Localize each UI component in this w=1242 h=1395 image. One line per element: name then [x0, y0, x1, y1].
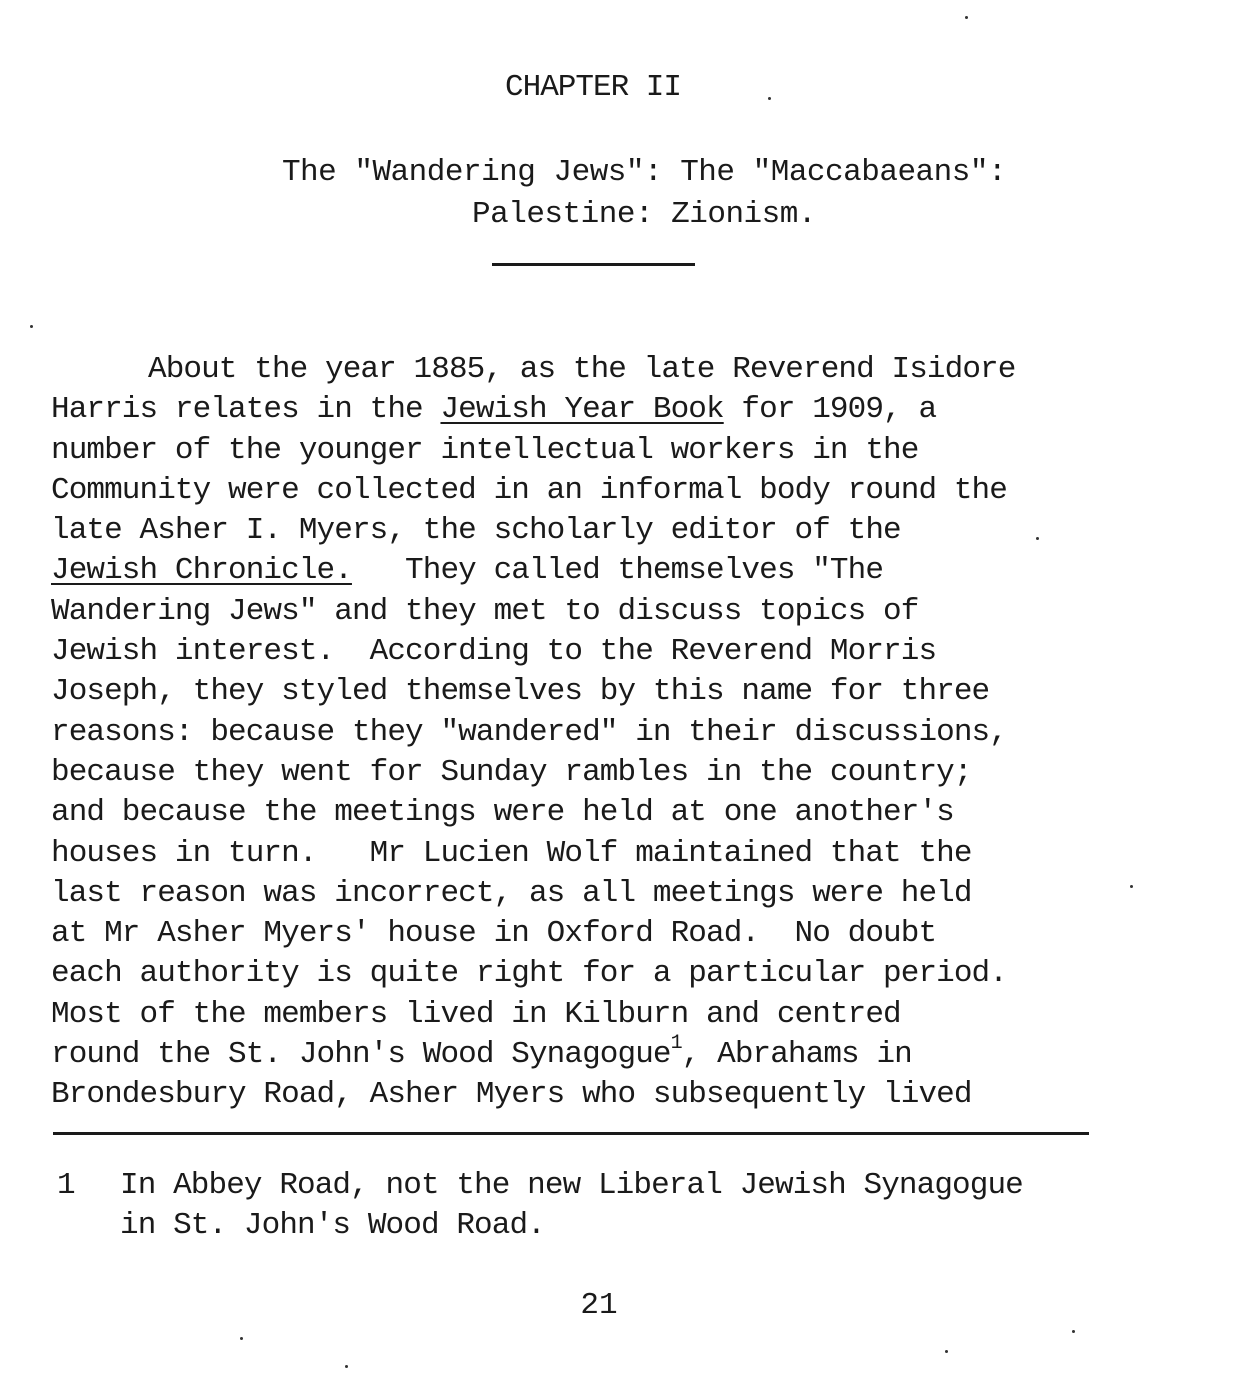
- chapter-heading: CHAPTER II: [504, 70, 682, 105]
- body-text-span: Wandering Jews" and they met to discuss topics of: [51, 593, 919, 629]
- scan-speck: [945, 1350, 948, 1353]
- body-line: [51, 753, 1171, 793]
- body-text-span: number of the younger intellectual workers in the: [51, 432, 919, 468]
- scan-speck: [30, 325, 33, 328]
- body-text-span: , Abrahams in: [681, 1037, 912, 1073]
- body-text-span: Harris relates in the: [51, 392, 441, 428]
- body-line: [51, 874, 1171, 914]
- scan-speck: [965, 16, 968, 19]
- body-text-span: at Mr Asher Myers' house in Oxford Road. No doubt: [51, 916, 937, 952]
- body-text-span: About the year 1885, as the late Reverend Isidore: [148, 352, 1016, 387]
- scan-speck: [1036, 537, 1039, 540]
- body-line: [51, 1075, 1171, 1115]
- scan-speck: [1072, 1330, 1075, 1333]
- body-text-span: last reason was incorrect, as all meetings were held: [51, 875, 972, 911]
- heading-divider: [492, 263, 695, 266]
- body-text-span: each authority is quite right for a particular period.: [51, 956, 1007, 992]
- body-line: [51, 632, 1171, 672]
- chapter-subtitle-line: The "Wandering Jews": The "Maccabaeans":: [281, 155, 1007, 190]
- body-text-span: because they went for Sunday rambles in the country;: [51, 754, 972, 790]
- body-text-span: for 1909, a: [723, 392, 937, 428]
- body-text-span: round the St. John's Wood Synagogue: [51, 1037, 671, 1073]
- body-text-span: late Asher I. Myers, the scholarly editor of the: [51, 513, 901, 549]
- body-line: [51, 471, 1171, 511]
- footnote-line: In Abbey Road, not the new Liberal Jewish Synagogue: [120, 1168, 1023, 1203]
- scan-speck: [768, 97, 771, 100]
- body-text-span: Most of the members lived in Kilburn and centred: [51, 996, 901, 1032]
- scan-speck: [345, 1365, 348, 1368]
- body-line: [51, 954, 1171, 994]
- body-text-span: reasons: because they "wandered" in their discussions,: [51, 714, 1007, 750]
- body-text-span: Community were collected in an informal body round the: [51, 472, 1007, 508]
- body-line: [51, 551, 1171, 591]
- footnote-text: [120, 1166, 1023, 1246]
- footnote-divider: [53, 1132, 1089, 1135]
- title-reference-jewish-year-book: Jewish Year Book: [440, 392, 724, 428]
- page-number: 21: [580, 1288, 618, 1323]
- body-line: [51, 914, 1171, 954]
- scan-speck: [1130, 885, 1133, 888]
- body-text-span: and because the meetings were held at one another's: [51, 795, 954, 831]
- body-line: [51, 672, 1171, 712]
- chapter-subtitle-line: Palestine: Zionism.: [472, 197, 816, 232]
- body-line: [51, 511, 1171, 551]
- scan-speck: [240, 1337, 243, 1340]
- body-line: [51, 793, 1171, 833]
- footnote-marker: 1: [670, 1032, 682, 1056]
- body-text-span: Joseph, they styled themselves by this name for three: [51, 674, 990, 710]
- body-text-span: They called themselves "The: [351, 553, 884, 589]
- body-line: [51, 350, 1171, 390]
- body-line: [51, 431, 1171, 471]
- body-text-span: Brondesbury Road, Asher Myers who subsequently lived: [51, 1077, 972, 1113]
- body-text-span: houses in turn. Mr Lucien Wolf maintained that the: [51, 835, 972, 871]
- body-line: [51, 995, 1171, 1035]
- body-line: [51, 1032, 1171, 1075]
- body-line: [51, 713, 1171, 753]
- footnote-line: in St. John's Wood Road.: [120, 1208, 545, 1243]
- chapter-subtitle: [0, 152, 1242, 236]
- title-reference-jewish-chronicle: Jewish Chronicle.: [51, 553, 352, 589]
- body-paragraph: [51, 350, 1171, 1116]
- body-line: [51, 592, 1171, 632]
- body-line: [51, 834, 1171, 874]
- footnote-number: 1: [57, 1168, 75, 1203]
- body-line: [51, 390, 1171, 430]
- body-text-span: Jewish interest. According to the Reverend Morris: [51, 634, 937, 670]
